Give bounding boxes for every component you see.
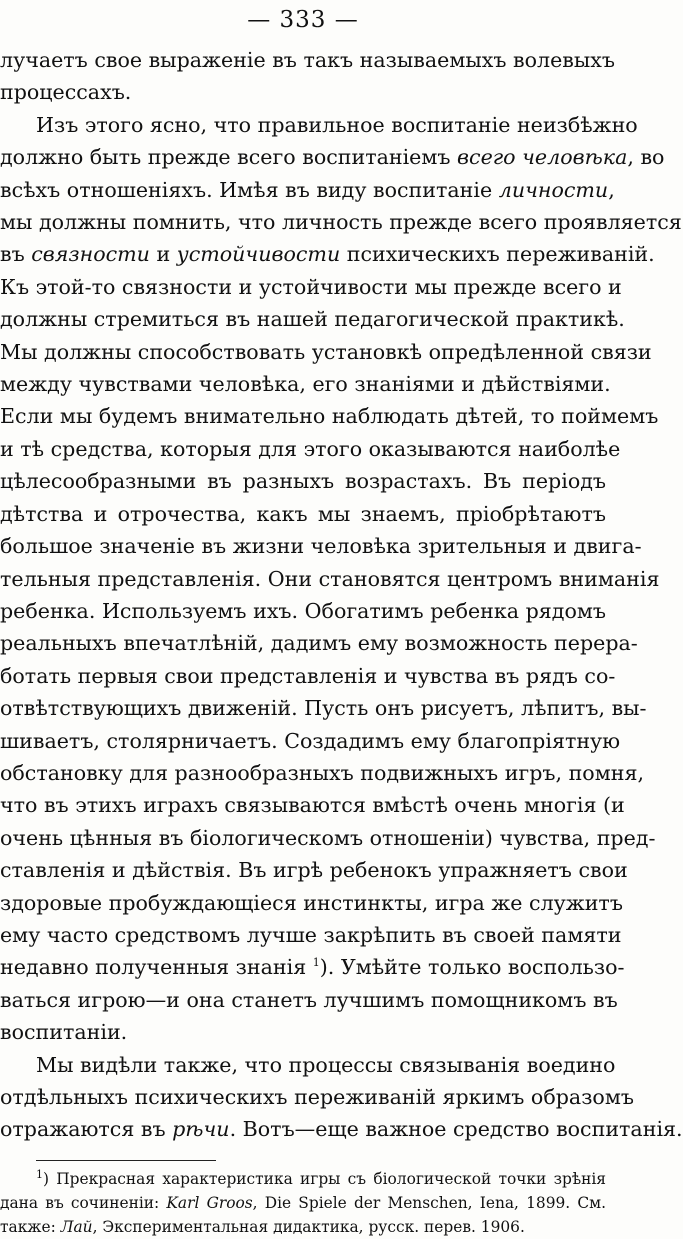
footnote-line-segment: , Die Spiele der Menschen, Iena, 1899. См. bbox=[252, 1193, 606, 1212]
text-line bbox=[0, 757, 644, 789]
text-line-segment: отдѣльныхъ психическихъ переживаній яркимъ образомъ bbox=[0, 1085, 634, 1109]
text-line bbox=[0, 725, 621, 757]
text-line bbox=[0, 1081, 634, 1113]
text-line-segment: реальныхъ впечатлѣній, дадимъ ему возможность перера- bbox=[0, 631, 638, 656]
text-line-segment: большое значеніе въ жизни человѣка зрительныя и двига- bbox=[0, 534, 642, 559]
text-line bbox=[0, 303, 625, 335]
text-line-segment: психическихъ переживаній. bbox=[340, 242, 655, 267]
text-line bbox=[0, 854, 628, 886]
text-line bbox=[0, 206, 682, 238]
text-line-segment: отвѣтствующихъ движеній. Пусть онъ рисуетъ, лѣпитъ, вы- bbox=[0, 696, 647, 721]
text-line-segment: мы должны помнить, что личность прежде всего проявляется bbox=[0, 210, 682, 235]
text-line-segment: въ bbox=[0, 242, 32, 267]
text-line-segment: устойчивости bbox=[176, 242, 341, 267]
text-line-segment: отражаются въ bbox=[0, 1117, 173, 1142]
footnote-line-segment: 1 bbox=[36, 1167, 43, 1181]
text-line bbox=[0, 822, 656, 854]
text-line-segment: ). Умѣйте только воспользо- bbox=[319, 955, 625, 980]
text-line bbox=[0, 887, 623, 919]
text-line bbox=[0, 951, 625, 983]
text-line bbox=[0, 400, 659, 432]
text-line bbox=[0, 498, 606, 530]
footnote-line bbox=[0, 1167, 606, 1191]
text-line-segment: должны стремиться въ нашей педагогической практикѣ. bbox=[0, 307, 625, 332]
text-line-segment: всего человѣка bbox=[457, 145, 628, 170]
text-line bbox=[0, 141, 665, 173]
text-line bbox=[0, 1113, 683, 1145]
text-line-segment: очень цѣнныя въ біологическомъ отношеніи) чувства, пред- bbox=[0, 825, 656, 850]
footnote-line-segment: также: bbox=[0, 1217, 61, 1236]
text-line-segment: всѣхъ отношеніяхъ. Имѣя въ виду воспитаніе bbox=[0, 177, 499, 202]
text-line bbox=[0, 174, 615, 206]
text-line bbox=[0, 530, 642, 562]
text-line bbox=[0, 368, 611, 400]
page-number: — 333 — bbox=[247, 7, 359, 33]
footnote-line bbox=[0, 1191, 606, 1215]
text-line-segment: недавно полученныя знанія bbox=[0, 955, 313, 980]
text-line bbox=[0, 919, 622, 951]
text-line bbox=[0, 627, 638, 659]
text-line-segment: ему часто средствомъ лучше закрѣпить въ своей памяти bbox=[0, 922, 622, 947]
text-line-segment: ваться игрою—и она станетъ лучшимъ помощникомъ въ bbox=[0, 987, 618, 1012]
text-line bbox=[0, 76, 606, 108]
text-line bbox=[0, 465, 606, 497]
footnotes bbox=[0, 1167, 606, 1239]
text-line bbox=[0, 660, 616, 692]
text-line bbox=[0, 984, 618, 1016]
footnote-line-segment: ) Прекрасная характеристика игры съ біологической точки зрѣнія bbox=[43, 1169, 606, 1188]
text-line-segment: , bbox=[608, 177, 615, 202]
text-line-segment: должно быть прежде всего воспитаніемъ bbox=[0, 145, 458, 170]
text-line bbox=[0, 1049, 616, 1081]
text-line-segment: и bbox=[149, 242, 177, 267]
text-line-segment: Мы видѣли также, что процессы связыванія воедино bbox=[36, 1052, 616, 1077]
text-line-segment: цѣлесообразными въ разныхъ возрастахъ. Въ періодъ bbox=[0, 469, 606, 494]
text-line-segment: . Вотъ—еще важное средство воспитанія. bbox=[229, 1117, 683, 1142]
footnote-line-segment: дана въ сочиненіи: bbox=[0, 1193, 167, 1212]
text-line-segment: связности bbox=[31, 242, 150, 267]
text-line bbox=[0, 44, 615, 76]
text-line-segment: Изъ этого ясно, что правильное воспитаніе неизбѣжно bbox=[36, 112, 638, 137]
text-line bbox=[0, 1016, 606, 1048]
footnote-divider bbox=[36, 1160, 216, 1161]
text-line-segment: ботать первыя свои представленія и чувства въ рядъ со- bbox=[0, 663, 616, 688]
text-line-segment: рѣчи bbox=[172, 1117, 230, 1142]
footnote-line-segment: , Экспериментальная дидактика, русск. перев. 1906. bbox=[92, 1217, 525, 1236]
text-line-segment: личности bbox=[498, 177, 609, 202]
text-line bbox=[0, 692, 647, 724]
text-line-segment: лучаетъ свое выраженіе въ такъ называемыхъ волевыхъ bbox=[0, 48, 615, 72]
text-line-segment: тельныя представленія. Они становятся центромъ вниманія bbox=[0, 566, 660, 591]
text-line-segment: ставленія и дѣйствія. Въ игрѣ ребенокъ упражняетъ свои bbox=[0, 858, 628, 883]
text-line bbox=[0, 563, 660, 595]
text-line-segment: здоровые пробуждающіеся инстинкты, игра же служитъ bbox=[0, 890, 623, 915]
text-line-segment: процессахъ. bbox=[0, 80, 132, 105]
text-line bbox=[0, 595, 606, 627]
text-line-segment: шиваетъ, столярничаетъ. Создадимъ ему благопріятную bbox=[0, 728, 621, 753]
footnote-line bbox=[0, 1215, 606, 1239]
text-line-segment: что въ этихъ играхъ связываются вмѣстѣ очень многія (и bbox=[0, 793, 625, 818]
text-line-segment: Мы должны способствовать установкѣ опредѣленной связи bbox=[0, 339, 652, 364]
footnote-line-segment: Karl Groos bbox=[166, 1193, 253, 1212]
text-line-segment: , во bbox=[627, 145, 665, 170]
text-line bbox=[0, 789, 625, 821]
text-line bbox=[0, 109, 638, 141]
text-line-segment: Къ этой-то связности и устойчивости мы прежде всего и bbox=[0, 274, 622, 299]
text-line bbox=[0, 238, 655, 270]
text-line-segment: Если мы будемъ внимательно наблюдать дѣтей, то поймемъ bbox=[0, 404, 659, 429]
footnote-line-segment: Лай bbox=[60, 1217, 93, 1236]
text-line-segment: 1 bbox=[312, 956, 320, 970]
text-line-segment: ребенка. Используемъ ихъ. Обогатимъ ребенка рядомъ bbox=[0, 598, 606, 623]
text-line-segment: между чувствами человѣка, его знаніями и дѣйствіями. bbox=[0, 372, 611, 397]
main-text bbox=[0, 44, 683, 1146]
text-line bbox=[0, 336, 652, 368]
text-line bbox=[0, 271, 622, 303]
text-line-segment: воспитаніи. bbox=[0, 1020, 128, 1045]
text-line bbox=[0, 433, 621, 465]
text-line-segment: дѣтства и отрочества, какъ мы знаемъ, пріобрѣтаютъ bbox=[0, 501, 606, 526]
text-line-segment: обстановку для разнообразныхъ подвижныхъ игръ, помня, bbox=[0, 760, 644, 785]
text-line-segment: и тѣ средства, которыя для этого оказываются наиболѣе bbox=[0, 436, 621, 461]
